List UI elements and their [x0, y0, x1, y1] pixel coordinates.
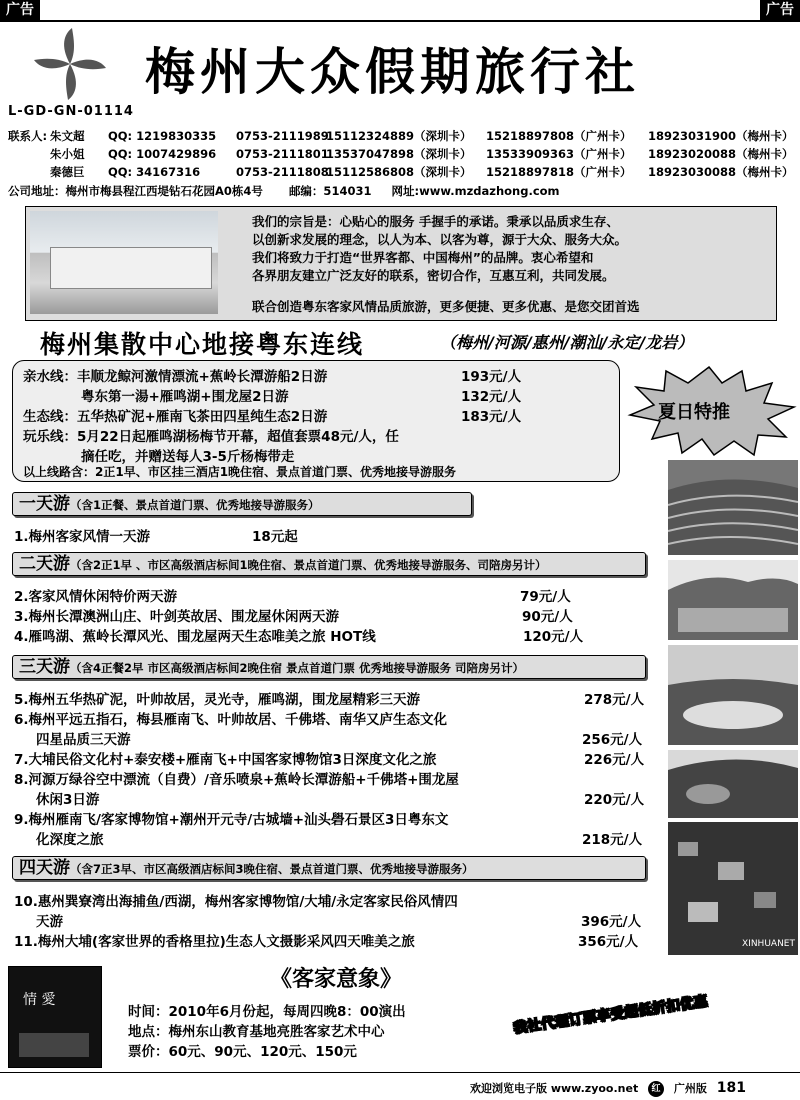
mission-line: 我们将致力于打造“世界客都、中国梅州”的品牌。衷心希望和: [252, 250, 594, 265]
tour-price: 120元/人: [523, 629, 584, 645]
show-venue: 地点：梅州东山教育基地亮胜客家艺术中心: [128, 1024, 385, 1040]
contacts-label: 联系人:: [8, 129, 48, 143]
tour-price: 256元/人: [582, 732, 643, 748]
section-bar-one-day: [12, 492, 472, 516]
postcode: 邮编：514031: [288, 184, 372, 198]
agency-name: 梅州大众假期旅行社: [145, 43, 640, 101]
agency-logo-icon: [30, 26, 110, 106]
route-label: 亲水线：: [23, 369, 77, 385]
routes-note: 以上线路含：2正1早、市区挂三酒店1晚住宿、景点首道门票、优秀地接导游服务: [23, 465, 457, 479]
tour-item: 10.惠州巽寮湾出海捕鱼/西湖，梅州客家博物馆/大埔/永定客家民俗风情四: [14, 894, 458, 910]
contact-mobile-shenzhen: 15112324889（深圳卡）: [326, 129, 472, 143]
section-heading: 一天游: [19, 494, 70, 514]
office-building-photo: [30, 211, 218, 314]
show-price: 票价：60元、90元、120元、150元: [128, 1044, 357, 1060]
route-text: 五华热矿泥+雁南飞茶田四星纯生态2日游: [77, 409, 328, 425]
poster-text: 情 愛: [23, 992, 56, 1008]
ad-label-right: 广告: [760, 0, 800, 20]
contact-mobile-shenzhen: 13537047898（深圳卡）: [326, 147, 472, 161]
route-text: 丰顺龙鲸河激情漂流+蕉岭长潭游船2日游: [77, 369, 328, 385]
route-line: [23, 405, 327, 425]
footer: [470, 1080, 746, 1097]
contact-phone: 0753-2111801: [236, 147, 329, 161]
route-line: [23, 425, 399, 445]
terrace-photo: [668, 460, 798, 555]
contact-name: 朱小姐: [50, 147, 85, 161]
building-shape: [50, 247, 212, 289]
contact-mobile-guangzhou: 13533909363（广州卡）: [486, 147, 632, 161]
agent-discount-note: 我社代理订票享受超低折扣优惠: [512, 993, 709, 1037]
contact-row: [8, 145, 794, 163]
route-label: 生态线：: [23, 409, 77, 425]
contact-mobile-meizhou: 18923030088（梅州卡）: [648, 165, 794, 179]
hub-title: 梅州集散中心地接粤东连线: [40, 330, 365, 359]
tour-item: 2.客家风情休闲特价两天游: [14, 589, 178, 605]
tour-price: 226元/人: [584, 752, 645, 768]
poster-stage-image: [19, 1033, 89, 1057]
route-line: [81, 445, 294, 465]
contact-qq: QQ: 34167316: [108, 165, 201, 179]
mission-text: [252, 213, 768, 285]
tour-item: 4.雁鸣湖、蕉岭长潭风光、围龙屋两天生态唯美之旅 HOT线: [14, 629, 376, 645]
contact-qq: QQ: 1219830335: [108, 129, 217, 143]
route-price: 183元/人: [461, 409, 522, 425]
zyoo-logo-icon: 红: [648, 1081, 664, 1097]
photo-credit: XINHUANET: [742, 939, 795, 949]
section-bar-two-day: [12, 552, 646, 576]
mission-box: [25, 206, 777, 321]
section-subtitle: （含4正餐2早 市区高级酒店标间2晚住宿 景点首道门票 优秀地接导游服务 司陪房另计）: [70, 661, 525, 675]
section-bar-four-day: [12, 856, 646, 880]
section-subtitle: （含1正餐、景点首道门票、优秀地接导游服务）: [70, 498, 320, 512]
tour-price: 278元/人: [584, 692, 645, 708]
tour-item: 1.梅州客家风情一天游: [14, 529, 151, 545]
contact-phone: 0753-2111808: [236, 165, 329, 179]
route-price: 132元/人: [461, 389, 522, 405]
tour-item-continued: 天游: [36, 914, 63, 930]
address-line: [8, 183, 560, 199]
route-label: 玩乐线：: [23, 429, 77, 445]
website[interactable]: 网址:www.mzdazhong.com: [391, 184, 560, 198]
tour-price: 396元/人: [581, 914, 642, 930]
top-rule: [0, 20, 800, 22]
tour-item: 3.梅州长潭澳洲山庄、叶剑英故居、围龙屋休闲两天游: [14, 609, 340, 625]
village-photo: [668, 560, 798, 640]
lake-photo: [668, 645, 798, 745]
route-text: 粤东第一湯+雁鸣湖+围龙屋2日游: [81, 389, 289, 405]
route-line: [23, 365, 327, 385]
route-text: 摘任吃，并赠送每人3-5斤杨梅带走: [81, 449, 295, 465]
tour-price: 356元/人: [578, 934, 639, 950]
section-subtitle: （含7正3早、市区高级酒店标间3晚住宿、景点首道门票、优秀地接导游服务）: [70, 862, 474, 876]
company-address: 公司地址：梅州市梅县程江西堤钻石花园A0栋4号: [8, 184, 263, 198]
tour-item: 7.大埔民俗文化村+泰安楼+雁南飞+中国客家博物馆3日深度文化之旅: [14, 752, 437, 768]
route-text: 5月22日起雁鸣湖杨梅节开幕，超值套票48元/人，任: [77, 429, 399, 445]
tulou-photo: [668, 750, 798, 818]
license-number: L-GD-GN-01114: [8, 104, 134, 119]
tour-item: 9.梅州雁南飞/客家博物馆+潮州开元寺/古城墙+汕头礐石景区3日粤东文: [14, 812, 449, 828]
page-number: 181: [716, 1080, 746, 1096]
contact-mobile-meizhou: 18923031900（梅州卡）: [648, 129, 794, 143]
route-price: 193元/人: [461, 369, 522, 385]
contact-table: [8, 127, 794, 181]
show-poster: [8, 966, 102, 1068]
tour-price: 218元/人: [582, 832, 643, 848]
section-heading: 二天游: [19, 554, 70, 574]
section-heading: 四天游: [19, 858, 70, 878]
mission-line: 我们的宗旨是：心贴心的服务 手握手的承诺。秉承以品质求生存、: [252, 214, 619, 229]
footer-edition: 广州版: [673, 1082, 707, 1095]
contact-row: [8, 163, 794, 181]
hub-cities: （梅州/河源/惠州/潮汕/永定/龙岩）: [440, 333, 694, 352]
tour-item: 6.梅州平远五指石，梅县雁南飞、叶帅故居、千佛塔、南华又庐生态文化: [14, 712, 448, 728]
tour-price: 79元/人: [520, 589, 571, 605]
contact-mobile-shenzhen: 15112586808（深圳卡）: [326, 165, 472, 179]
summer-special-label: 夏日特推: [658, 402, 730, 423]
tour-price: 220元/人: [584, 792, 645, 808]
mission-line: 以创新求发展的理念，以人为本、以客为尊，源于大众、服务大众。: [252, 232, 628, 247]
show-title: 《客家意象》: [270, 967, 403, 992]
mission-slogan: 联合创造粤东客家风情品质旅游，更多便捷、更多优惠、是您交团首选: [252, 299, 640, 314]
contact-phone: 0753-2111989: [236, 129, 329, 143]
contact-name: 秦德巨: [50, 165, 85, 179]
section-bar-three-day: [12, 655, 646, 679]
contact-mobile-guangzhou: 15218897808（广州卡）: [486, 129, 632, 143]
section-subtitle: （含2正1早 、市区高级酒店标间1晚住宿、景点首道门票、优秀地接导游服务、司陪房另计）: [70, 558, 547, 572]
tour-item-continued: 四星品质三天游: [36, 732, 131, 748]
mission-line: 各界朋友建立广泛友好的联系，密切合作，互惠互利，共同发展。: [252, 268, 615, 283]
show-section: [0, 960, 800, 1070]
tour-item-continued: 休闲3日游: [36, 792, 100, 808]
route-line: [81, 385, 289, 405]
tour-item: 11.梅州大埔(客家世界的香格里拉)生态人文摄影采风四天唯美之旅: [14, 934, 415, 950]
tour-item-continued: 化深度之旅: [36, 832, 104, 848]
section-heading: 三天游: [19, 657, 70, 677]
contact-name: 朱文超: [50, 129, 85, 143]
tour-item: 8.河源万绿谷空中漂流（自费）/音乐喷泉+蕉岭长潭游船+千佛塔+围龙屋: [14, 772, 459, 788]
show-time: 时间：2010年6月份起，每周四晚8：00演出: [128, 1004, 406, 1020]
contact-qq: QQ: 1007429896: [108, 147, 217, 161]
contact-mobile-meizhou: 18923020088（梅州卡）: [648, 147, 794, 161]
contact-row: [8, 127, 794, 145]
tour-item: 5.梅州五华热矿泥，叶帅故居，灵光寺，雁鸣湖，围龙屋精彩三天游: [14, 692, 421, 708]
tour-price: 90元/人: [522, 609, 573, 625]
footer-text: 欢迎浏览电子版 www.zyoo.net: [470, 1082, 639, 1095]
contact-mobile-guangzhou: 15218897818（广州卡）: [486, 165, 632, 179]
tour-price: 18元起: [252, 529, 298, 545]
aerial-town-photo: [668, 822, 798, 955]
bottom-rule: [0, 1072, 800, 1073]
routes-box: [12, 360, 620, 482]
ad-label-left: 广告: [0, 0, 40, 20]
